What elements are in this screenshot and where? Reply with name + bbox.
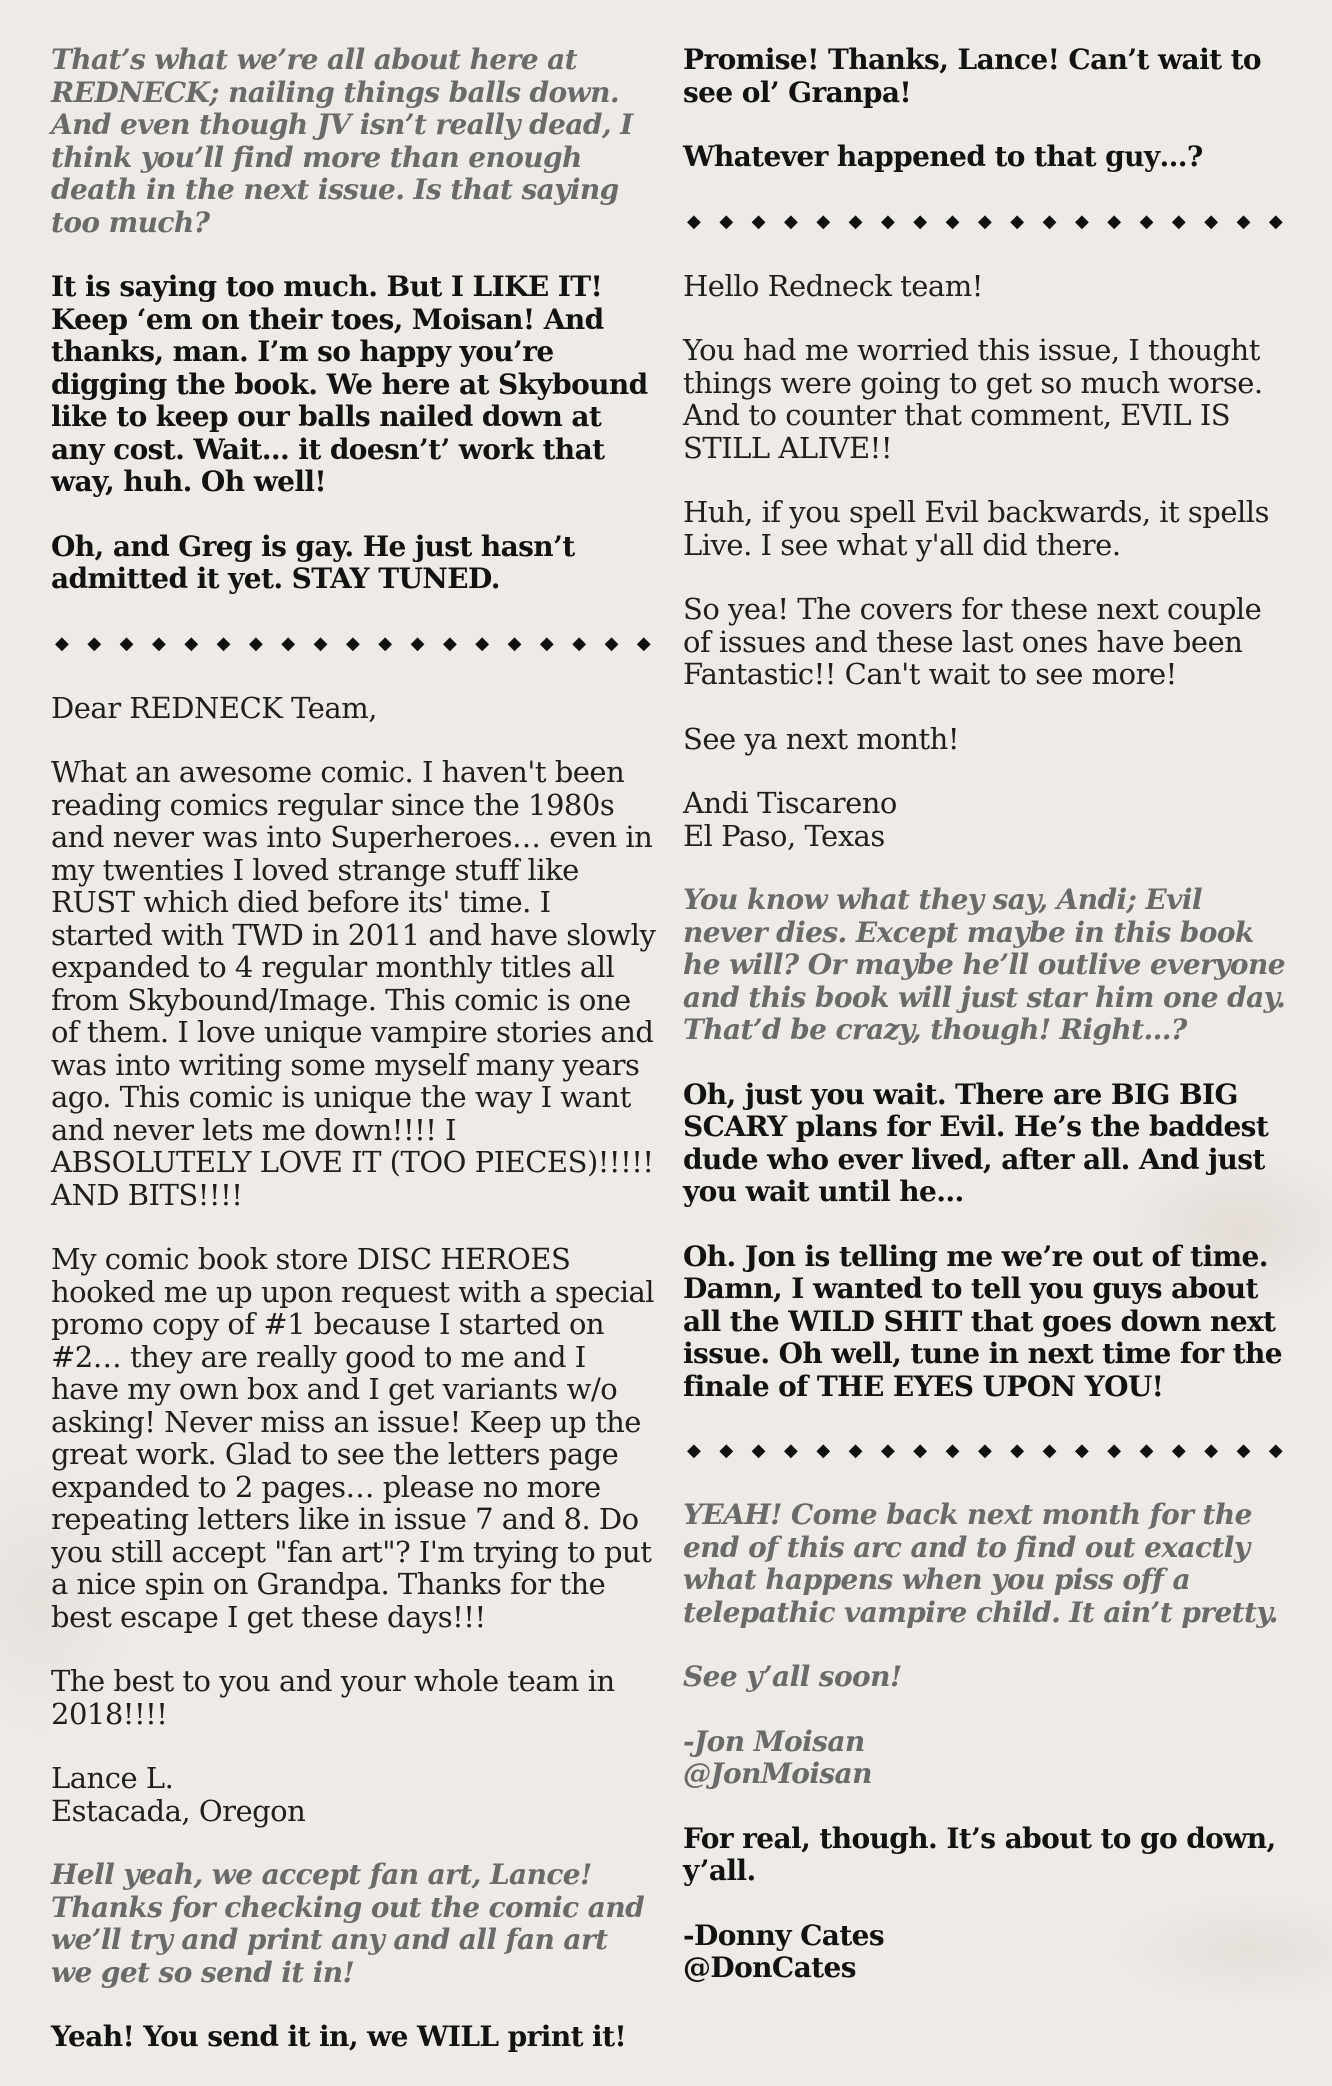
signature-donny-name: -Donny Cates (683, 1918, 885, 1952)
closing-moisan-see-you: See y’all soon! (683, 1660, 902, 1693)
letter-signature-place: Estacada, Oregon (51, 1793, 306, 1828)
closing-moisan: YEAH! Come back next month for the end of this arc and to find out exactly what happens when you piss off a telepathic vampire child. It ain’t pretty. (683, 1498, 1278, 1629)
letter-signature-place: El Paso, Texas (683, 818, 885, 853)
section-divider: ◆ ◆ ◆ ◆ ◆ ◆ ◆ ◆ ◆ ◆ ◆ ◆ ◆ ◆ ◆ ◆ ◆ ◆ ◆ (55, 632, 651, 654)
signature-donny-handle: @DonCates (683, 1951, 856, 1984)
closing-cates: For real, though. It’s about to go down, y’all. (683, 1821, 1276, 1887)
letter-signature-name: Lance L. (51, 1761, 174, 1795)
editor-response-cates: Promise! Thanks, Lance! Can’t wait to see ol’ Granpa! (683, 43, 1261, 109)
editor-response-cates: Oh, just you wait. There are BIG BIG SCARY plans for Evil. He’s the baddest dude who ever lived, after all. And just you wait until he… (683, 1077, 1269, 1208)
section-divider: ◆ ◆ ◆ ◆ ◆ ◆ ◆ ◆ ◆ ◆ ◆ ◆ ◆ ◆ ◆ ◆ ◆ ◆ ◆ (687, 1440, 1283, 1461)
editor-response-moisan: Hell yeah, we accept fan art, Lance! Thanks for checking out the comic and we’ll try and print any and all fan art we get so send it in! (51, 1858, 645, 1989)
letter-paragraph: See ya next month! (683, 721, 959, 756)
editor-response-cates: It is saying too much. But I LIKE IT! Keep ‘em on their toes, Moisan! And thanks, man. I’m so happy you’re digging the book. We here at Skybound like to keep our balls nailed down at any cost. Wait… it doesn’t’ work that way, huh. Oh well! (51, 270, 648, 498)
letter-paragraph: You had me worried this issue, I thought things were going to get so much worse. And to counter that comment, EVIL IS STILL ALIVE!! (683, 333, 1263, 465)
letter-signature-name: Andi Tiscareno (683, 786, 897, 820)
right-column (683, 44, 1289, 2017)
letter-paragraph: What an awesome comic. I haven't been reading comics regular since the 1980s and never was into Superheroes… even in my twenties I loved strange stuff like RUST which died before its' time. I started with TWD in 2011 and have slowly expanded to 4 regular monthly titles all from Skybound/Image. This comic is one of them. I love unique vampire stories and was into writing some myself many years ago. This comic is unique the way I want and never lets me down!!!! I ABSOLUTELY LOVE IT (TOO PIECES)!!!!! AND BITS!!!! (51, 755, 656, 1212)
left-column (51, 44, 657, 2086)
letter-greeting: Hello Redneck team! (683, 268, 983, 303)
signature-jon-handle: @JonMoisan (683, 1757, 872, 1790)
letter-paragraph: My comic book store DISC HEROES hooked me up upon request with a special promo copy of #1 because I started on #2… they are really good to me and I have my own box and I get variants w/o asking! Never miss an issue! Keep up the great work. Glad to see the letters page expanded to 2 pages… please no more repeating letters like in issue 7 and 8. Do you still accept "fan art"? I'm trying to put a nice spin on Grandpa. Thanks for the best escape I get these days!!! (51, 1242, 655, 1634)
editor-response-moisan: You know what they say, Andi; Evil never dies. Except maybe in this book he will? Or maybe he’ll outlive everyone and this book will just star him one day. That’d be crazy, though! Right…? (683, 883, 1286, 1046)
editor-response-moisan: That’s what we’re all about here at REDNECK; nailing things balls down. And even though JV isn’t really dead, I think you’ll find more than enough death in the next issue. Is that saying too much? (51, 43, 633, 239)
section-divider: ◆ ◆ ◆ ◆ ◆ ◆ ◆ ◆ ◆ ◆ ◆ ◆ ◆ ◆ ◆ ◆ ◆ ◆ ◆ (687, 210, 1283, 232)
letter-paragraph: The best to you and your whole team in 2018!!!! (51, 1664, 615, 1731)
editor-response-cates: Oh. Jon is telling me we’re out of time. Damn, I wanted to tell you guys about all the WILD SHIT that goes down next issue. Oh well, tune in next time for the finale of THE EYES UPON YOU! (683, 1239, 1283, 1403)
editor-response-cates-greg: Oh, and Greg is gay. He just hasn’t admitted it yet. STAY TUNED. (51, 529, 575, 595)
letter-paragraph: Huh, if you spell Evil backwards, it spells Live. I see what y'all did there. (683, 495, 1269, 562)
letter-greeting: Dear REDNECK Team, (51, 690, 377, 725)
editor-response-cates: Whatever happened to that guy…? (683, 140, 1203, 173)
signature-jon-name: -Jon Moisan (683, 1724, 865, 1758)
letter-paragraph: So yea! The covers for these next couple of issues and these last ones have been Fantastic!! Can't wait to see more! (683, 592, 1262, 691)
editor-response-cates: Yeah! You send it in, we WILL print it! (51, 2020, 627, 2053)
